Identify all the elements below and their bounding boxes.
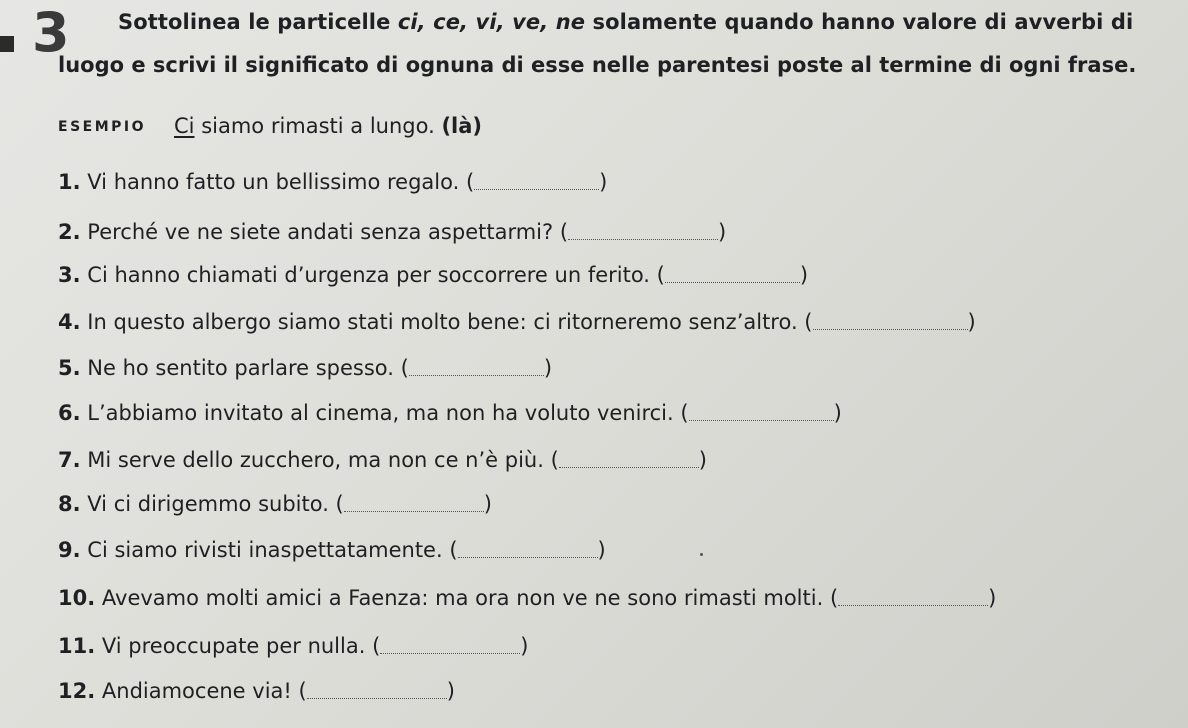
closing-parenthesis: ) (967, 310, 976, 334)
item-number: 8. (58, 492, 81, 516)
closing-parenthesis: ) (718, 220, 727, 244)
closing-parenthesis: ) (446, 679, 455, 703)
example-line (58, 116, 482, 137)
closing-parenthesis: ) (833, 401, 842, 425)
answer-blank[interactable] (307, 682, 447, 699)
answer-blank[interactable] (344, 495, 484, 512)
item-sentence: Ci hanno chiamati d’urgenza per soccorrere un ferito. ( (87, 263, 665, 287)
item-number: 5. (58, 356, 81, 380)
item-number: 12. (58, 679, 96, 703)
item-number: 1. (58, 170, 81, 194)
exercise-item (58, 588, 996, 609)
closing-parenthesis: ) (483, 492, 492, 516)
exercise-number: 3 (32, 1, 70, 64)
item-number: 4. (58, 310, 81, 334)
answer-blank[interactable] (474, 173, 599, 190)
instruction-prefix: Sottolinea le particelle (118, 10, 398, 34)
instruction-suffix: solamente quando hanno valore di avverbi di (585, 10, 1134, 34)
item-sentence: Ci siamo rivisti inaspettatamente. ( (87, 538, 458, 562)
example-underlined-word: Ci (174, 114, 195, 138)
example-label: ESEMPIO (58, 119, 147, 135)
example-answer: (là) (441, 114, 483, 138)
exercise-item (58, 358, 552, 379)
item-sentence: Ne ho sentito parlare spesso. ( (87, 356, 409, 380)
exercise-item (58, 172, 607, 193)
exercise-item (58, 494, 492, 515)
item-sentence: Mi serve dello zucchero, ma non ce n’è più. ( (87, 448, 559, 472)
item-sentence: Vi hanno fatto un bellissimo regalo. ( (87, 170, 475, 194)
closing-parenthesis: ) (520, 634, 529, 658)
item-sentence: Avevamo molti amici a Faenza: ma ora non ve ne sono rimasti molti. ( (101, 586, 839, 610)
exercise-item (58, 636, 528, 657)
closing-parenthesis: ) (599, 170, 608, 194)
closing-parenthesis: ) (543, 356, 553, 380)
particles-list: ci, ce, vi, ve, ne (397, 10, 586, 34)
item-number: 10. (58, 586, 96, 610)
exercise-item (58, 265, 808, 286)
item-sentence: Vi ci dirigemmo subito. ( (87, 492, 344, 516)
item-sentence: Vi preoccupate per nulla. ( (101, 634, 381, 658)
item-number: 6. (58, 401, 81, 425)
item-sentence: L’abbiamo invitato al cinema, ma non ha voluto venirci. ( (87, 401, 689, 425)
answer-blank[interactable] (380, 637, 520, 654)
exercise-item (58, 540, 606, 561)
exercise-item (58, 681, 455, 702)
closing-parenthesis: ) (988, 586, 997, 610)
item-number: 7. (58, 448, 81, 472)
answer-blank[interactable] (458, 541, 598, 558)
item-number: 2. (58, 220, 81, 244)
instruction-line-2: luogo e scrivi il significato di ognuna di esse nelle parentesi poste al termine di ogni frase. (58, 53, 1137, 77)
answer-blank[interactable] (665, 266, 800, 283)
item-sentence: Andiamocene via! ( (101, 679, 307, 703)
answer-blank[interactable] (559, 451, 699, 468)
stray-dot (700, 553, 703, 556)
item-sentence: In questo albergo siamo stati molto bene: ci ritorneremo senz’altro. ( (87, 310, 813, 334)
example-sentence: siamo rimasti a lungo. (194, 114, 442, 138)
answer-blank[interactable] (689, 404, 834, 421)
answer-blank[interactable] (409, 359, 544, 376)
exercise-item (58, 450, 707, 471)
answer-blank[interactable] (568, 223, 718, 240)
answer-blank[interactable] (813, 313, 968, 330)
item-number: 11. (58, 634, 96, 658)
closing-parenthesis: ) (799, 263, 809, 287)
answer-blank[interactable] (838, 589, 988, 606)
instruction-line-1 (118, 12, 1133, 33)
exercise-item (58, 403, 842, 424)
item-number: 3. (58, 263, 81, 287)
item-sentence: Perché ve ne siete andati senza aspettarmi? ( (87, 220, 569, 244)
exercise-item (58, 312, 976, 333)
exercise-item (58, 222, 726, 243)
closing-parenthesis: ) (698, 448, 707, 472)
closing-parenthesis: ) (597, 538, 606, 562)
margin-mark (0, 36, 14, 52)
item-number: 9. (58, 538, 81, 562)
